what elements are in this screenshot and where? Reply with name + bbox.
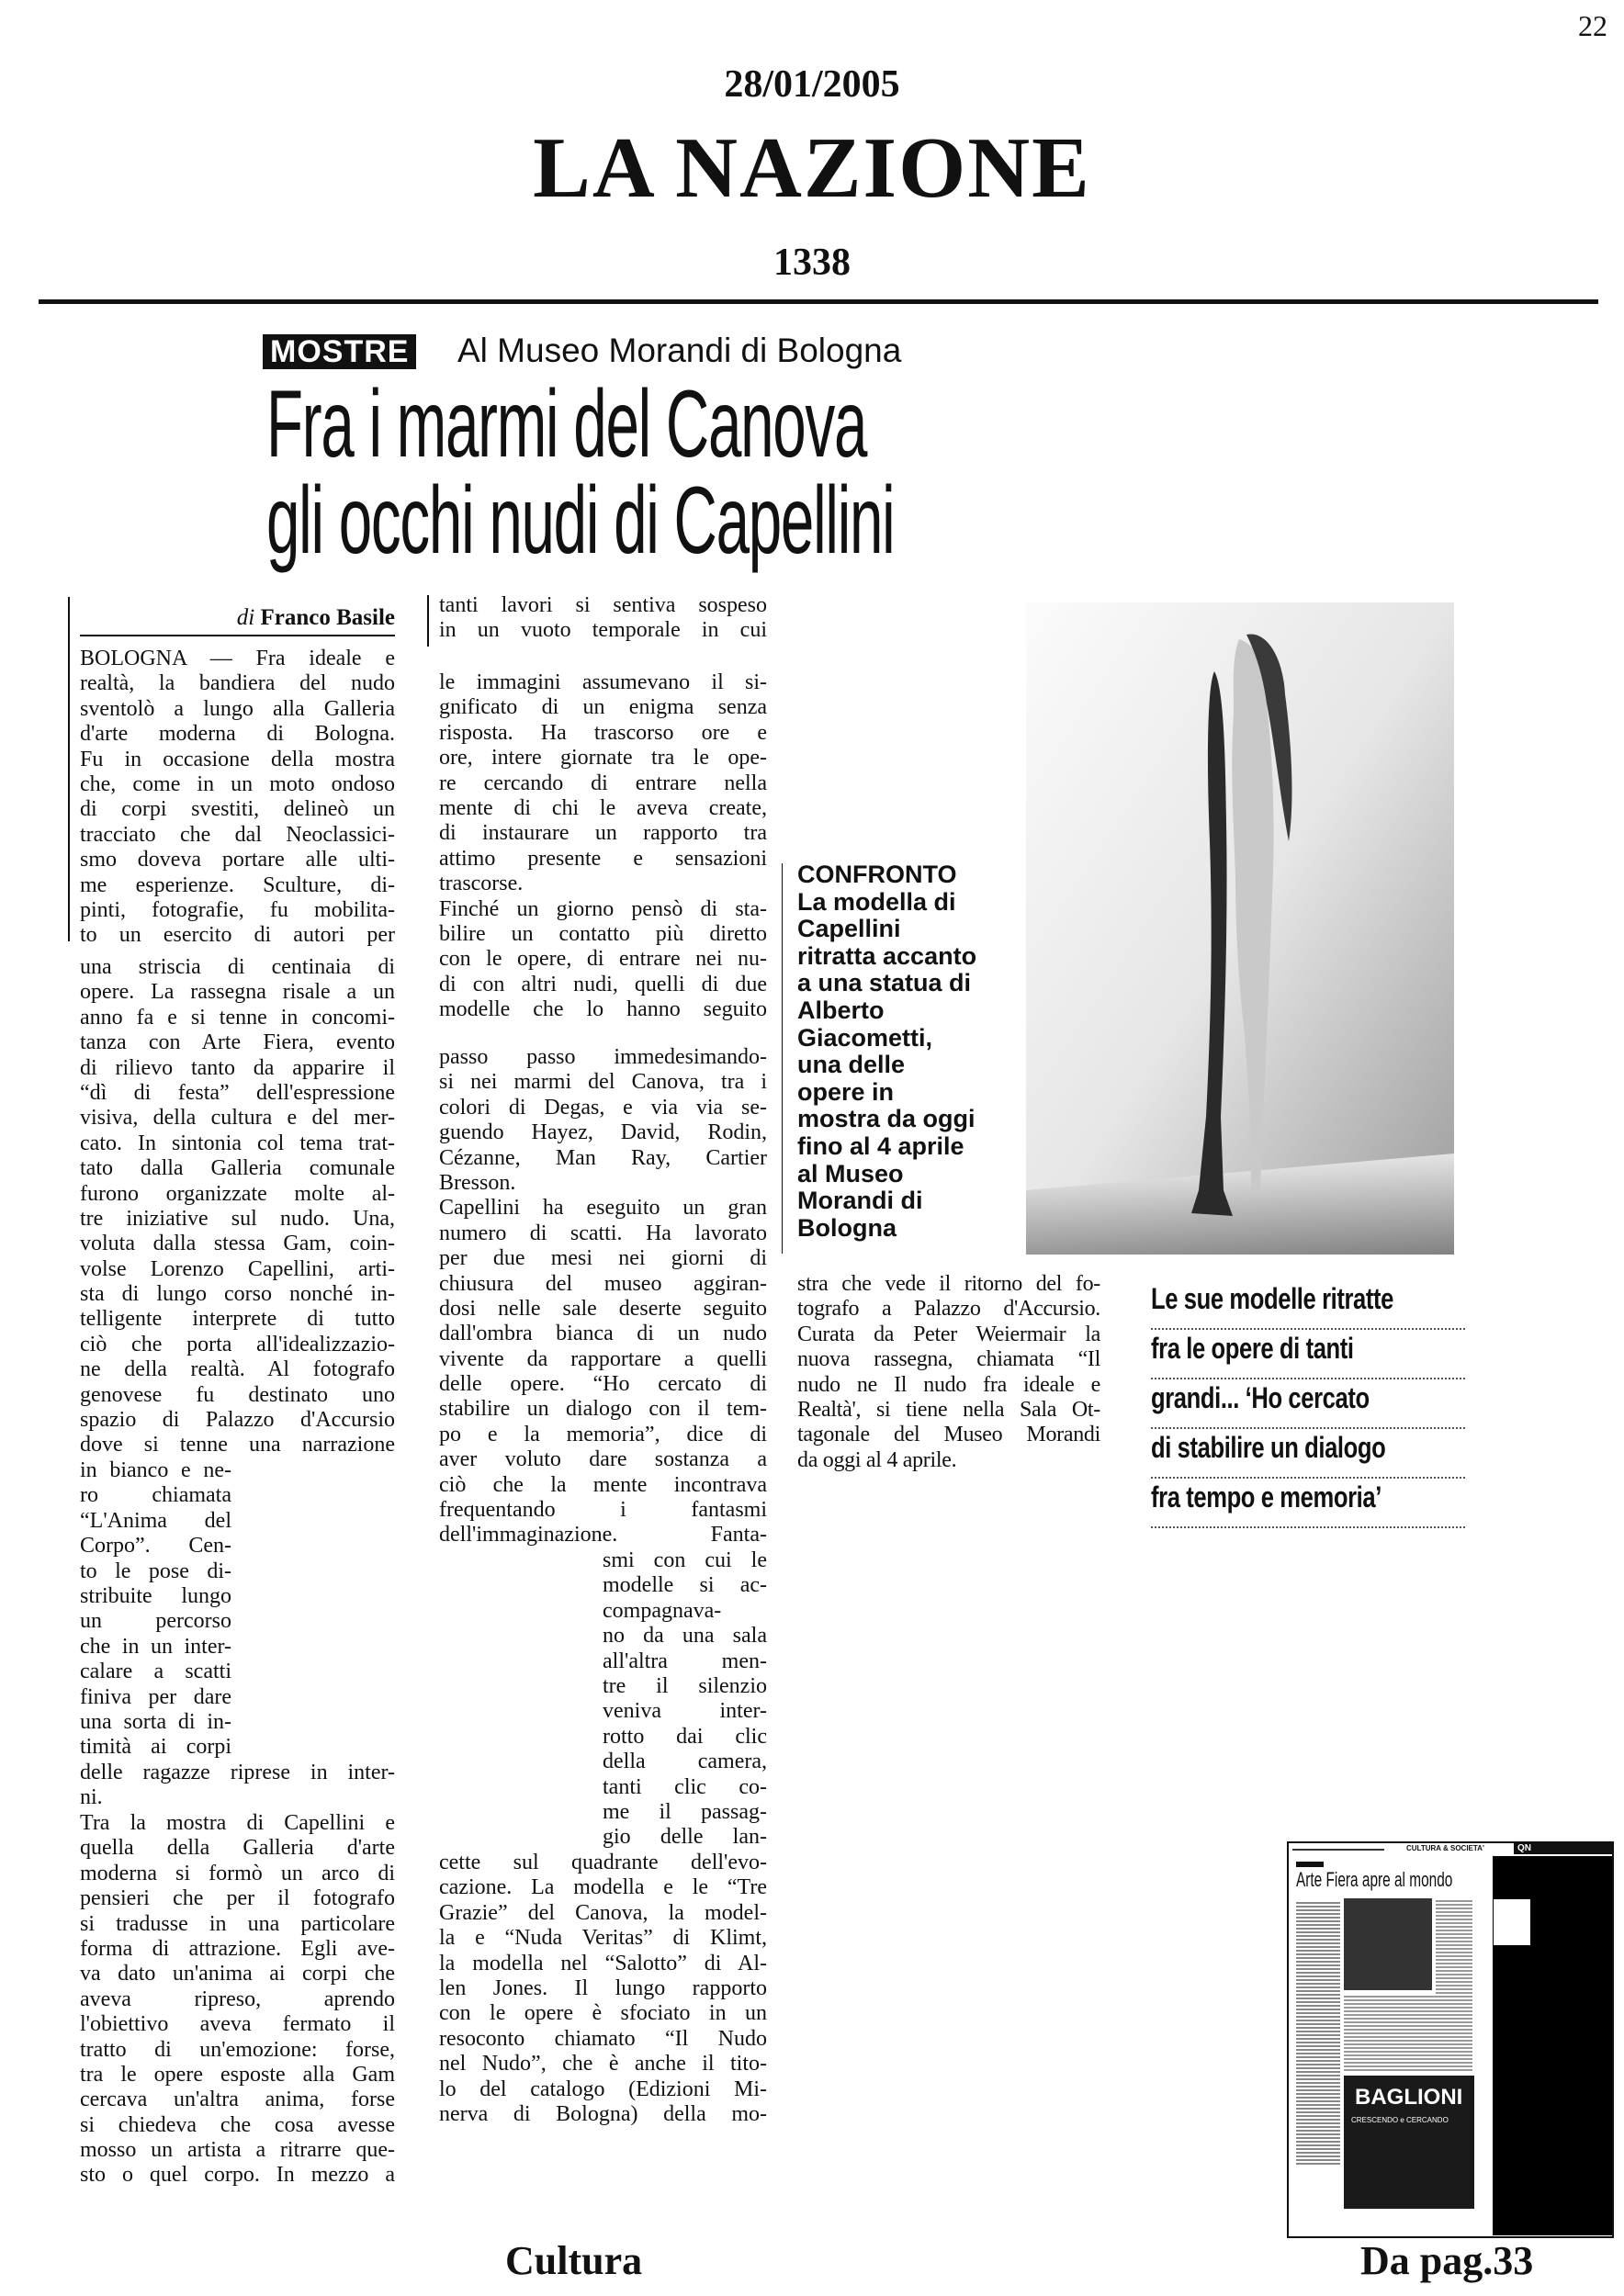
headline-line: gli occhi nudi di Capellini [266,467,895,574]
text-line: compagnava- [603,1598,722,1623]
article-column-1-block [80,647,395,949]
text-line: po e la memoria”, dice di [439,1422,767,1446]
thumb-text-column [1436,1898,1472,1994]
text-line: Fu in occasione della mostra [80,747,395,771]
caption-line: fino al 4 aprile [797,1131,964,1160]
text-line: cato. In sintonia col tema trat- [80,1131,395,1155]
issue-number: 1338 [773,242,851,284]
article-column-2-block [439,1851,767,2127]
text-line: cazione. La modella e le “Tre [439,1875,767,1900]
text-line: ne della realtà. Al fotografo [80,1357,395,1382]
text-line: delle opere. “Ho cercato di [439,1372,767,1397]
caption-line: Capellini [797,915,901,943]
text-line: quella della Galleria d'arte [80,1836,395,1861]
pull-quote-text: Le sue modelle ritratte [1151,1282,1393,1315]
text-line: cette sul quadrante dell'evo- [439,1851,767,1874]
text-line: la e “Nuda Veritas” di Klimt, [439,1926,767,1951]
text-line: resoconto chiamato “Il Nudo [439,2026,767,2051]
article-column-1-block [80,1458,231,1761]
kicker: Al Museo Morandi di Bologna [457,332,902,369]
pull-quote-line [1151,1278,1465,1330]
text-line: Tra la mostra di Capellini e [80,1811,395,1835]
text-line: guendo Hayez, David, Rodin, [439,1120,767,1145]
caption-label: CONFRONTO [797,861,957,888]
caption-line: Morandi di [797,1187,923,1215]
text-line: tagonale del Museo Morandi [797,1423,1100,1447]
text-line: la modella nel “Salotto” di Al- [439,1951,767,1975]
thumb-white-gap [1493,1898,1531,1946]
text-line: gio delle lan- [603,1825,767,1850]
text-line: bilire un contatto più diretto [439,921,767,946]
text-line: da oggi al 4 aprile. [797,1447,957,1472]
text-line: si chiedeva che cosa avesse [80,2112,395,2137]
text-line: all'altra men- [603,1649,767,1673]
thumb-text-column [1296,1900,1340,2167]
pull-quote-text: di stabilire un dialogo [1151,1431,1386,1464]
text-line: nerva di Bologna) della mo- [439,2101,767,2126]
text-line: no da una sala [603,1624,767,1649]
text-line: tre il silenzio [603,1673,767,1698]
text-line: ni. [80,1785,103,1810]
text-line: cercava un'altra anima, forse [80,2088,395,2112]
thumb-ad-title: BAGLIONI [1355,2085,1463,2110]
article-column-2-block [439,670,767,1022]
text-line: in bianco e ne- [80,1458,231,1482]
thumb-headline: Arte Fiera apre al mondo [1296,1868,1453,1891]
text-line: visiva, della cultura e del mer- [80,1106,395,1131]
text-line: smo doveva portare alle ulti- [80,848,395,872]
text-line: tografo a Palazzo d'Accursio. [797,1297,1100,1322]
text-line: dall'ombra bianca di un nudo [439,1322,767,1346]
thumb-ad-subtitle: CRESCENDO e CERCANDO [1351,2116,1449,2124]
text-line: ciò che la mente incontrava [439,1472,767,1497]
text-line: forma di attrazione. Egli ave- [80,1936,395,1961]
photo-model-with-giacometti-statue [1026,602,1454,1255]
text-line: modelle si ac- [603,1573,767,1598]
text-line: lo del catalogo (Edizioni Mi- [439,2077,767,2101]
article-column-3-block [797,1272,1100,1473]
text-line: voluta dalla stessa Gam, coin- [80,1232,395,1256]
byline-author: Franco Basile [260,605,395,630]
column-rule [427,595,429,647]
text-line: nuova rassegna, chiamata “Il [797,1347,1100,1372]
byline-prefix: di [236,605,255,630]
pull-quote-line [1151,1477,1465,1528]
text-line: che, come in un moto ondoso [80,771,395,796]
thumb-text-column [1344,1994,1472,2072]
text-line: rotto dai clic [603,1724,767,1749]
text-line: tra le opere esposte alla Gam [80,2062,395,2087]
article-column-2-block [439,1045,767,1548]
text-line: sta di lungo corso nonché in- [80,1282,395,1307]
text-line: di corpi svestiti, delineò un [80,797,395,822]
text-line: nudo ne Il nudo fra ideale e [797,1372,1100,1397]
text-line: un percorso [80,1609,231,1634]
text-line: aveva ripreso, aprendo [80,1986,395,2011]
text-line: opere. La rassegna risale a un [80,980,395,1005]
text-line: l'obiettivo aveva fermato il [80,2012,395,2037]
text-line: risposta. Ha trascorso ore e [439,720,767,745]
text-line: pinti, fotografie, fu mobilita- [80,897,395,922]
text-line: tato dalla Galleria comunale [80,1156,395,1181]
text-line: len Jones. Il lungo rapporto [439,1975,767,2000]
text-line: “L'Anima del [80,1508,231,1533]
text-line: me il passag- [603,1799,767,1824]
text-line: anno fa e si tenne in concomi- [80,1005,395,1030]
text-line: si nei marmi del Canova, tra i [439,1070,767,1095]
text-line: ore, intere giornate tra le ope- [439,746,767,771]
text-line: vivente da rapportare a quelli [439,1346,767,1371]
text-line: di con altri nudi, quelli di due [439,972,767,996]
text-line: nel Nudo”, che è anche il tito- [439,2052,767,2077]
caption-line: a una statua di [797,969,972,997]
text-line: calare a scatti [80,1660,231,1684]
text-line: Bresson. [439,1170,516,1195]
text-line: Cézanne, Man Ray, Cartier [439,1145,767,1170]
text-line: tracciato che dal Neoclassici- [80,822,395,847]
text-line: colori di Degas, e via via se- [439,1095,767,1120]
text-line: d'arte moderna di Bologna. [80,722,395,747]
thumb-section: CULTURA & SOCIETA' [1406,1844,1484,1852]
column-rule [68,597,70,941]
text-line: modelle che lo hanno seguito [439,997,767,1022]
text-line: aver voluto dare sostanza a [439,1447,767,1472]
text-line: to le pose di- [80,1559,231,1583]
text-line: attimo presente e sensazioni [439,846,767,871]
text-line: dosi nelle sale deserte seguito [439,1296,767,1321]
text-line: Finché un giorno pensò di sta- [439,896,767,921]
text-line: di instaurare un rapporto tra [439,821,767,846]
text-line: tre iniziative sul nudo. Una, [80,1206,395,1231]
text-line: furono organizzate molte al- [80,1181,395,1206]
headline-line: Fra i marmi del Canova [266,371,867,478]
text-line: ciò che porta all'idealizzazio- [80,1332,395,1356]
caption-line: Giacometti, [797,1023,933,1052]
text-line: Capellini ha eseguito un gran [439,1196,767,1221]
caption-line: opere in [797,1077,895,1106]
article-column-2-block [603,1548,767,1851]
article-column-2-block [439,593,767,644]
caption-line: La modella di [797,887,956,916]
thumb-badge [1296,1862,1324,1867]
text-line: stabilire un dialogo con il tem- [439,1397,767,1422]
caption-line: Bologna [797,1213,897,1242]
text-line: mente di chi le aveva create, [439,795,767,820]
footer-source-page: Da pag.33 [1360,2238,1534,2283]
pull-quote-text: fra tempo e memoria’ [1151,1480,1382,1514]
caption-line: ritratta accanto [797,941,977,970]
caption-line: al Museo [797,1159,904,1187]
page-number: 22 [1578,9,1607,42]
text-line: chiusura del museo aggiran- [439,1271,767,1296]
thumb-brand: QN [1514,1843,1612,1854]
text-line: numero di scatti. Ha lavorato [439,1221,767,1245]
text-line: Corpo”. Cen- [80,1534,231,1559]
text-line: Realtà', si tiene nella Sala Ot- [797,1397,1100,1422]
text-line: della camera, [603,1750,767,1774]
text-line: to un esercito di autori per [80,923,395,948]
article-column-1-block [80,1811,395,2189]
text-line: moderna si formò un arco di [80,1861,395,1885]
text-line: sto o quel corpo. In mezzo a [80,2163,395,2188]
text-line: pensieri che per il fotografo [80,1886,395,1911]
caption-line: mostra da oggi [797,1105,976,1133]
text-line: dove si tenne una narrazione [80,1433,395,1458]
text-line: Grazie” del Canova, la model- [439,1900,767,1925]
text-line: delle ragazze riprese in inter- [80,1761,395,1784]
text-line: mosso un artista a ritrarre que- [80,2138,395,2163]
text-line: Curata da Peter Weiermair la [797,1322,1100,1346]
text-line: BOLOGNA — Fra ideale e [80,647,395,670]
text-line: finiva per dare [80,1684,231,1709]
caption-line: Alberto [797,996,885,1024]
text-line: dell'immaginazione. Fanta- [439,1523,767,1548]
header-divider [39,299,1598,304]
text-line: di rilievo tanto da apparire il [80,1055,395,1080]
text-line: realtà, la bandiera del nudo [80,671,395,696]
text-line: si tradusse in una particolare [80,1911,395,1936]
text-line: va dato un'anima ai corpi che [80,1962,395,1986]
text-line: una sorta di in- [80,1709,231,1734]
text-line: telligente interprete di tutto [80,1307,395,1332]
pull-quote-line [1151,1427,1465,1479]
text-line: le immagini assumevano il si- [439,670,767,694]
text-line: che in un inter- [80,1634,231,1659]
text-line: me esperienze. Sculture, di- [80,872,395,897]
pull-quote-text: grandi... ‘Ho cercato [1151,1381,1370,1414]
text-line: in un vuoto temporale in cui [439,618,767,643]
text-line: per due mesi nei giorni di [439,1246,767,1271]
text-line: tanza con Arte Fiera, evento [80,1030,395,1055]
text-line: tanti clic co- [603,1774,767,1799]
column-rule [782,863,783,1254]
pull-quote-line [1151,1378,1465,1429]
masthead: LA NAZIONE [533,120,1091,216]
text-line: veniva inter- [603,1699,767,1724]
text-line: genovese fu destinato uno [80,1382,395,1407]
thumb-photo [1344,1898,1432,1990]
text-line: volse Lorenzo Capellini, arti- [80,1256,395,1281]
thumb-ad [1344,2076,1474,2209]
article-column-1-block [80,1761,395,1811]
text-line: ro chiamata [80,1483,231,1508]
text-line: con le opere è sfociato in un [439,2001,767,2026]
text-line: tanti lavori si sentiva sospeso [439,593,767,617]
text-line: spazio di Palazzo d'Accursio [80,1408,395,1433]
text-line: frequentando i fantasmi [439,1498,767,1523]
photo-caption [797,861,1022,1242]
text-line: “dì di festa” dell'espressione [80,1080,395,1105]
pull-quote-line [1151,1328,1465,1379]
text-line: gnificato di un enigma senza [439,695,767,720]
byline [80,602,395,636]
text-line: stribuite lungo [80,1583,231,1608]
article-column-1-block [80,955,395,1458]
text-line: una striscia di centinaia di [80,955,395,979]
publication-date: 28/01/2005 [724,63,900,106]
source-page-thumbnail [1287,1841,1614,2238]
text-line: timità ai corpi [80,1735,231,1760]
thumb-rule [1292,1849,1384,1851]
text-line: con le opere, di entrare nei nu- [439,947,767,972]
caption-line: una delle [797,1051,906,1079]
footer-section: Cultura [505,2238,643,2283]
text-line: smi con cui le [603,1548,767,1572]
text-line: stra che vede il ritorno del fo- [797,1272,1100,1296]
text-line: re cercando di entrare nella [439,771,767,795]
text-line: passo passo immedesimando- [439,1045,767,1069]
section-badge: MOSTRE [263,334,416,369]
text-line: sventolò a lungo alla Galleria [80,696,395,721]
pull-quote-text: fra le opere di tanti [1151,1332,1354,1365]
text-line: trascorse. [439,872,524,896]
text-line: tratto di un'emozione: forse, [80,2037,395,2062]
